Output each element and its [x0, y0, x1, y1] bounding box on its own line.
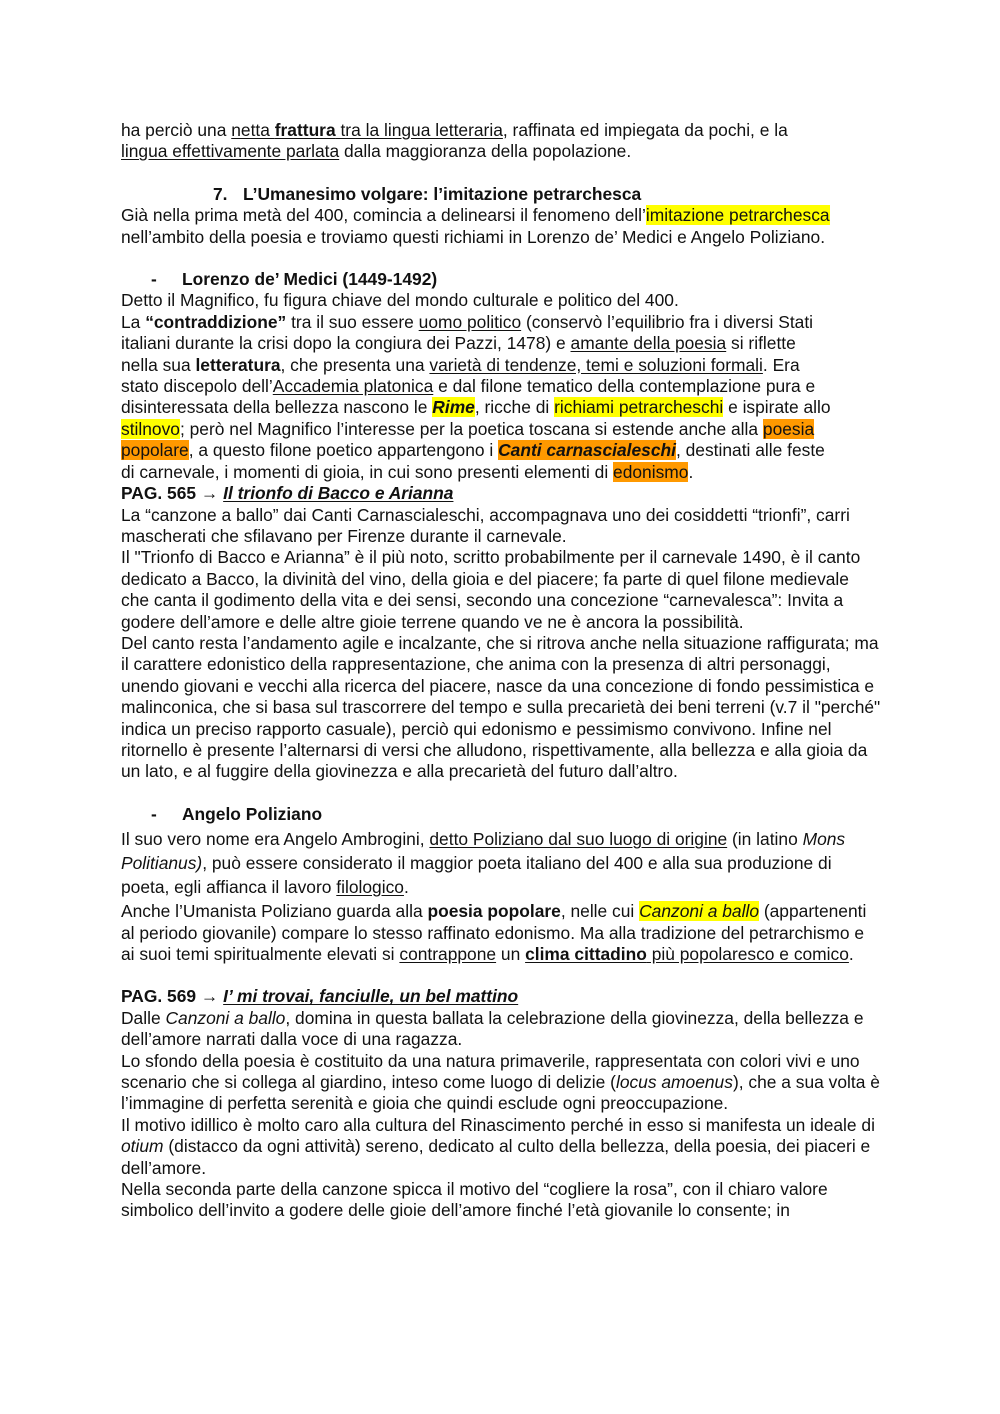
text: , ricche di	[474, 397, 555, 418]
text: (in latino	[727, 829, 798, 850]
text: La	[121, 311, 146, 332]
subheading-poliziano	[121, 804, 881, 825]
page-reference: PAG. 565 →	[121, 483, 224, 504]
highlighted-text: Rime	[432, 397, 475, 418]
text: italiani durante la crisi dopo la congiura dei Pazzi, 1478) e	[121, 333, 571, 354]
text: ; però nel Magnifico l’interesse per la poetica toscana si estende anche alla	[179, 418, 763, 439]
text: Anche l’Umanista Poliziano guarda alla	[121, 901, 428, 922]
text: , raffinata ed impiegata da pochi, e la	[502, 120, 788, 140]
italic-text: Canzoni a ballo	[165, 1007, 286, 1028]
text: (conservò l’equilibrio fra i diversi Stati	[521, 311, 814, 332]
italic-text: Mons Politianus)	[121, 829, 846, 874]
text: (distacco da ogni attività) sereno, dedicato al culto della bellezza, della poesia, dei piaceri e dell’amore.	[121, 1136, 871, 1178]
underlined-text: Accademia platonica	[272, 376, 434, 397]
text: ), che a sua volta è l’immagine di perfetta serenità e gioia che quindi esclude ogni preoccupazione.	[121, 1072, 880, 1114]
text: tra il suo essere	[286, 311, 419, 332]
paragraph-poliziano-name	[121, 827, 881, 899]
highlighted-text: Canzoni a ballo	[639, 901, 760, 922]
highlighted-text: imitazione petrarchesca	[645, 205, 830, 226]
text: Detto il Magnifico, fu figura chiave del mondo culturale e politico del 400.	[121, 290, 679, 311]
highlighted-text: stilnovo	[121, 418, 180, 439]
document-page	[121, 120, 881, 1222]
section-title: L’Umanesimo volgare: l’imitazione petrarchesca	[243, 183, 642, 204]
text: un	[496, 944, 526, 964]
bold-text: “contraddizione”	[145, 311, 287, 332]
underlined-text	[231, 120, 503, 140]
text: , a questo filone poetico appartengono i	[188, 440, 499, 461]
highlighted-text: edonismo	[613, 461, 689, 482]
text: , destinati alle feste	[675, 440, 825, 461]
text: (appartenenti al periodo giovanile) compare lo stesso raffinato edonismo. Ma alla tradizione del petrarchismo e ai suoi temi spiritualmente elevati si	[121, 901, 867, 964]
underlined-text: varietà di tendenze, temi e soluzioni formali	[429, 354, 763, 375]
text: nell’ambito della poesia e troviamo questi richiami in Lorenzo de’ Medici e Angelo Poliziano.	[121, 226, 826, 247]
italic-text: locus amoenus	[615, 1072, 733, 1093]
text: netta	[231, 120, 275, 140]
text: di carnevale, i momenti di gioia, in cui sono presenti elementi di	[121, 461, 614, 482]
page-reference: PAG. 569 →	[121, 986, 224, 1007]
highlighted-text: richiami petrarcheschi	[554, 397, 724, 418]
paragraph	[121, 1115, 881, 1179]
text: Il motivo idillico è molto caro alla cultura del Rinascimento perché in esso si manifesta un ideale di	[121, 1114, 875, 1135]
highlighted-text: Canti carnascialeschi	[498, 440, 676, 461]
text: stato discepolo dell’	[121, 376, 273, 397]
paragraph-lorenzo	[121, 290, 881, 483]
text: Lo sfondo della poesia è costituito da una natura primaverile, rappresentata con colori vivi e uno scenario che si collega al giardino, inteso come luogo di delizie (	[121, 1050, 860, 1093]
text: e ispirate allo	[723, 397, 831, 418]
bold-text: letteratura	[195, 354, 281, 375]
text: Il suo vero nome era Angelo Ambrogini,	[121, 829, 430, 850]
text: dalla maggioranza della popolazione.	[339, 141, 632, 162]
paragraph	[121, 1008, 881, 1051]
paragraph: La “canzone a ballo” dai Canti Carnascialeschi, accompagnava uno dei cosiddetti “trionfi”, carri mascherati che sfilavano per Firenze durante il carnevale.	[121, 504, 850, 546]
bullet-dash: -	[151, 803, 157, 824]
text: .	[848, 944, 854, 964]
bold-text: clima cittadino	[525, 944, 647, 964]
paragraph: Del canto resta l’andamento agile e incalzante, che si ritrova anche nella situazione raffigurata; ma il carattere edonistico della rappresentazione, che anima con la presenza di altri personaggi, unendo giovani e vecchi alla ricerca del piacere, nasce da una concezione di fondo pessimistica e malinconica, che si basa sul trascorrere del tempo e sulla precarietà dei beni terreni (v.7 il "perché" indica un preciso rapporto casuale), perciò qui edonismo e pessimismo convivono. Infine nel ritornello è presente l’alternarsi di versi che alludono, rispettivamente, alla bellezza e alla gioia da un lato, e al fuggire della giovinezza e alla precarietà del futuro dall’altro.	[121, 632, 881, 782]
underlined-text: detto Poliziano dal suo luogo di origine	[429, 829, 728, 850]
underlined-text: lingua effettivamente parlata	[121, 141, 340, 162]
text: , può essere considerato il maggior poeta italiano del 400 e alla sua produzione di poeta, egli affianca il lavoro	[121, 853, 832, 898]
text: . Era	[762, 354, 800, 375]
text: , che presenta una	[280, 354, 430, 375]
highlighted-text: poesia	[762, 418, 815, 439]
poem-title: Il trionfo di Bacco e Arianna	[223, 483, 454, 504]
reference-heading-pag565	[121, 483, 881, 504]
paragraph: Nella seconda parte della canzone spicca il motivo del “cogliere la rosa”, con il chiaro valore simbolico dell’invito a godere delle gioie dell’amore finché l’età giovanile lo consente; in	[121, 1179, 828, 1221]
text: Già nella prima metà del 400, comincia a delinearsi il fenomeno dell’	[121, 205, 646, 226]
section-heading-7	[121, 184, 881, 205]
text: nella sua	[121, 354, 196, 375]
paragraph-poliziano-poesia	[121, 901, 881, 965]
section-number: 7.	[213, 183, 228, 204]
text: , nelle cui	[560, 901, 640, 922]
paragraph: Il "Trionfo di Bacco e Arianna” è il più noto, scritto probabilmente per il carnevale 1490, è il canto dedicato a Bacco, la divinità del vino, della gioia e del piacere; fa parte di quel filone medievale che canta il godimento della vita e dei sensi, secondo una concezione “carnevalesca”: Invita a godere dell’amore e delle altre gioie terrene quando ve ne è ancora la possibilità.	[121, 547, 861, 632]
bold-text: poesia popolare	[427, 901, 561, 922]
italic-text: otium	[121, 1136, 164, 1157]
text: Dalle	[121, 1007, 166, 1028]
highlighted-text: popolare	[121, 440, 189, 461]
underlined-text: uomo politico	[418, 311, 522, 332]
text: disinteressata della bellezza nascono le	[121, 397, 433, 418]
subheading-title: Angelo Poliziano	[182, 803, 323, 824]
underlined-text: filologico	[336, 877, 404, 898]
text: e dal filone tematico della contemplazione pura e	[433, 376, 816, 397]
bullet-dash: -	[151, 269, 157, 290]
text: si riflette	[726, 333, 796, 354]
text: ha perciò una	[121, 120, 232, 140]
text: , domina in questa ballata la celebrazione della giovinezza, della bellezza e dell’amore narrati dalla voce di una ragazza.	[121, 1007, 864, 1050]
paragraph-frattura	[121, 120, 881, 163]
paragraph	[121, 1051, 881, 1115]
underlined-text: contrappone	[399, 944, 497, 964]
underlined-text: amante della poesia	[570, 333, 727, 354]
reference-heading-pag569	[121, 986, 881, 1007]
subheading-title: Lorenzo de’ Medici (1449-1492)	[182, 269, 438, 290]
text: .	[403, 877, 409, 898]
subheading-lorenzo	[121, 269, 881, 290]
text: tra la lingua letteraria	[335, 120, 503, 140]
poem-title: I’ mi trovai, fanciulle, un bel mattino	[223, 986, 519, 1007]
bold-text: frattura	[274, 120, 336, 140]
text: .	[688, 461, 694, 482]
paragraph-imitazione	[121, 205, 881, 248]
underlined-text: più popolaresco e comico	[646, 944, 849, 964]
